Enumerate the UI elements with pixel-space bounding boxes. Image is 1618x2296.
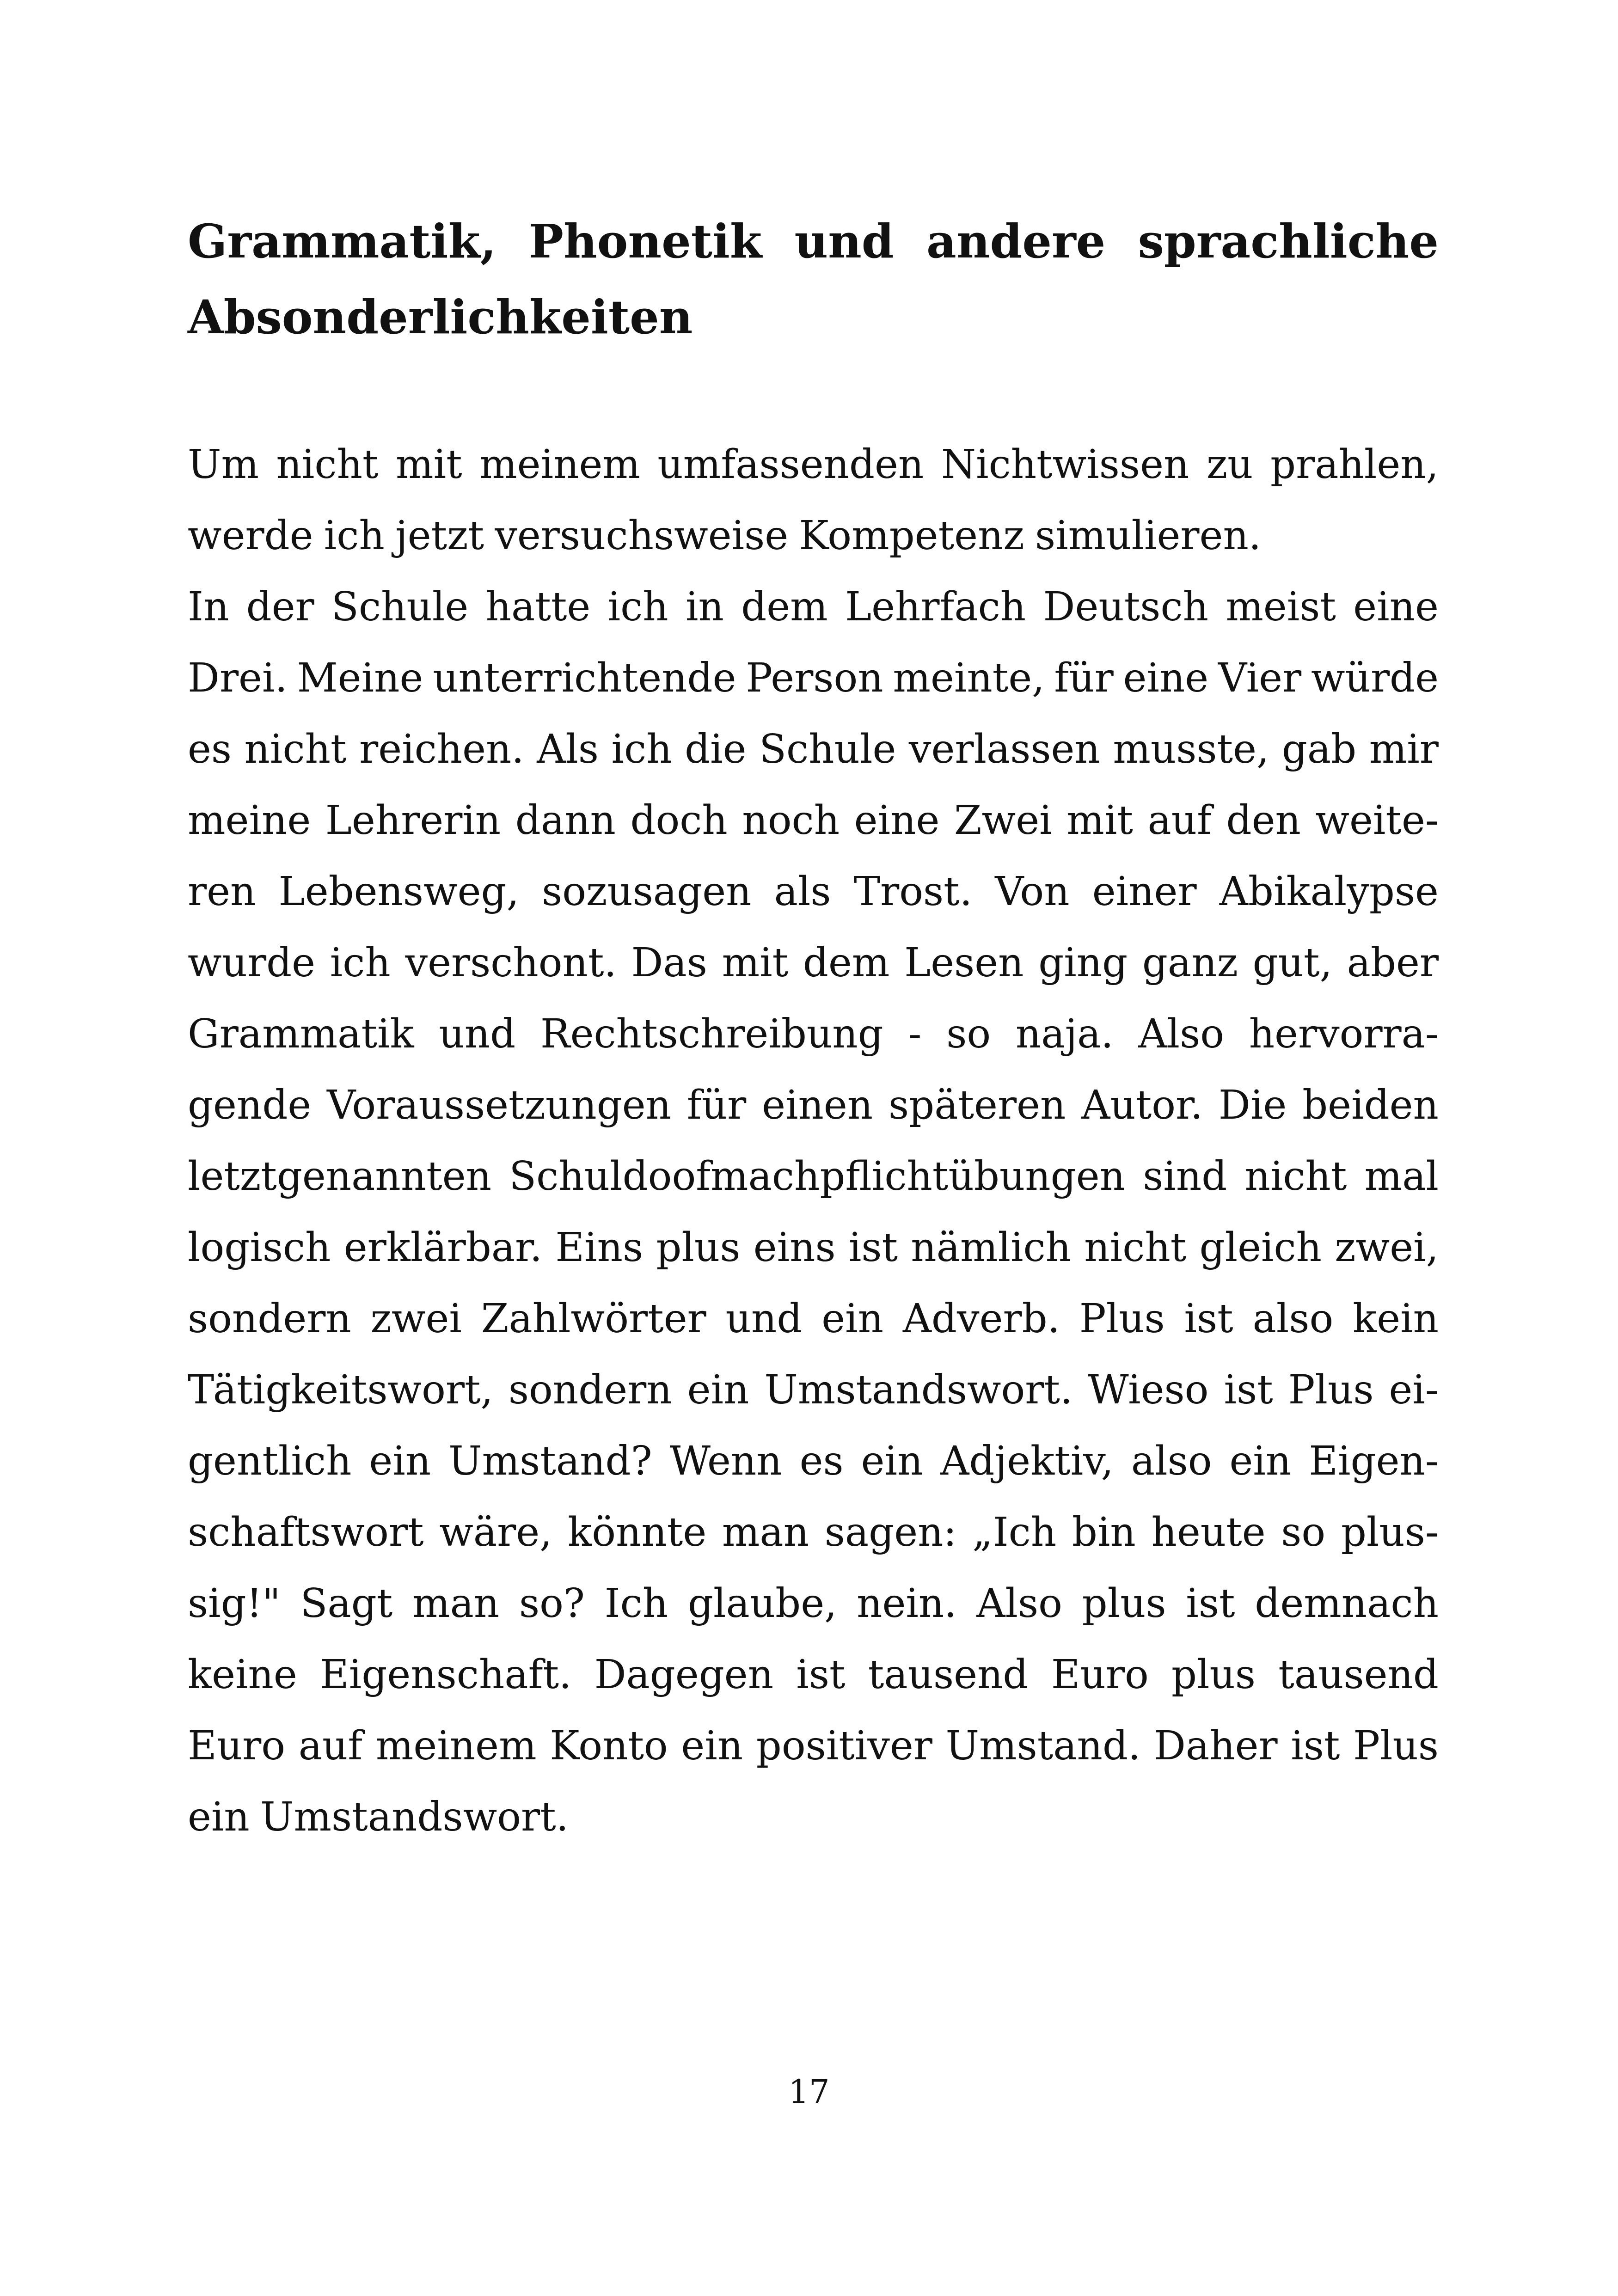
text-word: wurde [188,940,316,986]
text-word: plus [656,1225,741,1271]
text-word: Drei. [188,655,288,701]
text-word: verschont. [405,940,617,986]
text-line [188,500,1439,571]
text-word: Wenn [669,1438,782,1484]
text-word: mir [1369,726,1439,772]
text-word: erklärbar. [343,1225,543,1271]
text-word: Autor. [1081,1082,1203,1128]
text-line [188,1283,1439,1354]
text-word: dem [741,584,828,630]
text-line [188,1141,1439,1212]
text-word: gab [1281,726,1357,772]
text-word: unterrichtende [433,655,736,701]
text-word: Adjektiv, [940,1438,1114,1484]
text-word: meist [1226,584,1336,630]
text-word: Euro [188,1723,286,1769]
text-line [188,856,1439,927]
text-word: Lehrerin [325,797,501,844]
text-word: Schule [759,726,896,772]
text-word: Lesen [904,940,1024,986]
text-word: ist [796,1652,846,1698]
text-word: wäre, [439,1509,552,1555]
text-word: es [188,726,232,772]
text-word: Plus [1079,1296,1165,1342]
text-line [188,429,1439,500]
chapter-heading-line-1 [188,203,1439,279]
text-word: Eins [555,1225,644,1271]
text-word: logisch [188,1225,331,1271]
text-word: umfassenden [657,441,924,488]
text-word: nein. [857,1580,957,1627]
text-word: versuchsweise [495,513,789,559]
text-word: ein [861,1438,923,1484]
text-word: Eigen- [1309,1438,1439,1484]
text-word: also [1252,1296,1334,1342]
text-word: ei- [1389,1367,1439,1413]
text-word: Grammatik [188,1011,414,1057]
text-word: Vier [1218,655,1302,701]
text-word: Kompetenz [799,513,1024,559]
text-word: Umstandswort. [764,1367,1073,1413]
text-word: Meine [297,655,423,701]
text-word: verlassen [908,726,1100,772]
text-word: plus- [1341,1509,1439,1555]
text-word: sozusagen [542,869,752,915]
text-word: Adverb. [902,1296,1060,1342]
text-word: Schuldoofmachpflichtübungen [509,1153,1125,1200]
text-word: nicht [1084,1225,1187,1271]
text-word: ist [1224,1367,1273,1413]
text-word: für [1054,655,1114,701]
text-word: es [799,1438,844,1484]
text-word: ist [1184,1296,1233,1342]
text-line [188,1426,1439,1497]
text-word: Trost. [853,869,973,915]
text-word: Person [746,655,883,701]
text-word: demnach [1255,1580,1439,1627]
body-paragraphs [188,429,1439,1853]
text-word: gut, [1252,940,1332,986]
text-word: mal [1364,1153,1439,1200]
text-word: Voraussetzungen [327,1082,672,1128]
text-word: Sagt [300,1580,393,1627]
text-word: beiden [1302,1082,1439,1128]
text-word: ist [848,1225,898,1271]
text-word: und [725,1296,803,1342]
text-word: ein [821,1296,883,1342]
text-word: weite- [1315,797,1439,844]
text-word: werde [188,513,313,559]
text-word: sagen: [824,1509,957,1555]
text-word: man [722,1509,809,1555]
text-word: so [946,1011,991,1057]
text-word: mit [1066,797,1133,844]
text-word: sondern [188,1296,351,1342]
text-word: nicht [1244,1153,1347,1200]
text-word: Umstand. [945,1723,1141,1769]
text-line [188,714,1439,785]
text-word: Zahlwörter [481,1296,706,1342]
text-word: hervorra- [1249,1011,1439,1057]
text-word: so [1281,1509,1326,1555]
text-word: auf [1147,797,1212,844]
text-word: ist [1186,1580,1235,1627]
text-word: ich [611,726,672,772]
text-word: letztgenannten [188,1153,492,1200]
text-word: ein [188,1794,250,1840]
text-word: keine [188,1652,297,1698]
text-line [188,785,1439,856]
text-line [188,1639,1439,1710]
text-word: gentlich [188,1438,352,1484]
text-word: und [439,1011,516,1057]
text-word: „Ich [972,1509,1057,1555]
text-word: doch [630,797,728,844]
text-word: zwei, [1335,1225,1439,1271]
text-line [188,1568,1439,1639]
text-word: Rechtschreibung [540,1011,883,1057]
text-word: Also [1138,1011,1224,1057]
text-word: nicht [244,726,347,772]
text-word: meine [188,797,311,844]
text-word: zwei [370,1296,462,1342]
text-line [188,927,1439,998]
text-word: tausend [868,1652,1029,1698]
text-word: mit [722,940,789,986]
text-word: den [1226,797,1301,844]
chapter-heading [188,203,1439,355]
text-word: meinem [479,441,640,488]
text-word: Umstandswort. [260,1794,569,1840]
heading-word: andere [926,214,1106,269]
text-word: jetzt [395,513,484,559]
text-word: zu [1206,441,1253,488]
text-word: ein [1229,1438,1292,1484]
text-word: in [686,584,724,630]
text-word: tausend [1278,1652,1439,1698]
text-word: einer [1092,869,1197,915]
text-word: nämlich [911,1225,1072,1271]
text-word: simulieren. [1035,513,1262,559]
text-word: man [412,1580,500,1627]
text-word: so? [519,1580,585,1627]
text-word: Die [1218,1082,1287,1128]
text-word: ist [1291,1723,1340,1769]
text-word: Eigenschaft. [320,1652,572,1698]
text-word: auf [298,1723,363,1769]
text-word: plus [1171,1652,1256,1698]
text-word: plus [1082,1580,1166,1627]
text-line [188,1354,1439,1426]
text-word: Lebensweg, [278,869,519,915]
text-line [188,571,1439,643]
text-word: ein [687,1367,749,1413]
text-line [188,1212,1439,1283]
text-word: Wieso [1088,1367,1209,1413]
heading-word: Phonetik [528,214,762,269]
text-word: ich [607,584,668,630]
text-line [188,1070,1439,1141]
text-word: nicht [276,441,379,488]
text-word: ren [188,869,256,915]
text-word: Das [631,940,707,986]
text-word: Daher [1153,1723,1278,1769]
text-word: meinem [375,1723,537,1769]
text-word: Tätigkeitswort, [188,1367,493,1413]
text-word: Dagegen [594,1652,774,1698]
text-word: ein [681,1723,743,1769]
text-line [188,643,1439,714]
text-word: Als [537,726,599,772]
text-word: Von [995,869,1070,915]
text-word: glaube, [687,1580,837,1627]
text-word: Plus [1288,1367,1374,1413]
text-word: reichen. [359,726,524,772]
text-word: hatte [485,584,591,630]
heading-word: und [794,214,894,269]
text-word: naja. [1015,1011,1114,1057]
text-word: positiver [756,1723,932,1769]
text-word: dann [515,797,616,844]
heading-word: sprachliche [1138,214,1439,269]
text-word: ich [324,513,385,559]
text-word: noch [742,797,840,844]
text-word: gleich [1199,1225,1322,1271]
text-word: Lehrfach [845,584,1026,630]
text-word: prahlen, [1270,441,1439,488]
text-word: Ich [604,1580,668,1627]
text-word: könnte [568,1509,707,1555]
text-word: - [908,1011,922,1057]
text-word: sondern [508,1367,672,1413]
page-number: 17 [788,2073,830,2111]
text-word: sind [1143,1153,1227,1200]
text-word: ich [330,940,391,986]
text-word: eine [1123,655,1209,701]
text-word: schaftswort [188,1509,424,1555]
text-word: eine [854,797,940,844]
text-word: ein [369,1438,431,1484]
text-word: meinte, [893,655,1045,701]
text-word: In [188,584,229,630]
text-word: würde [1311,655,1439,701]
text-word: späteren [889,1082,1066,1128]
text-word: ganz [1142,940,1238,986]
text-word: Zwei [954,797,1052,844]
chapter-heading-line-2: Absonderlichkeiten [188,290,693,344]
text-line [188,1710,1439,1782]
text-word: Um [188,441,259,488]
text-word: gende [188,1082,312,1128]
text-word: der [246,584,314,630]
text-line [188,1497,1439,1568]
text-word: also [1131,1438,1212,1484]
text-word: Abikalypse [1219,869,1439,915]
text-word: eine [1353,584,1439,630]
text-word: Umstand? [448,1438,652,1484]
text-line [188,1782,1439,1853]
text-word: Plus [1353,1723,1439,1769]
text-word: mit [396,441,462,488]
text-word: die [685,726,747,772]
text-line [188,998,1439,1070]
text-word: Schule [331,584,469,630]
text-word: Nichtwissen [941,441,1189,488]
text-word: sig!" [188,1580,281,1627]
text-word: aber [1347,940,1439,986]
text-word: einen [762,1082,873,1128]
text-word: Konto [550,1723,668,1769]
text-word: Deutsch [1043,584,1208,630]
text-word: dem [803,940,890,986]
text-word: heute [1151,1509,1266,1555]
text-word: Euro [1051,1652,1149,1698]
text-word: für [686,1082,747,1128]
text-word: musste, [1113,726,1269,772]
text-word: bin [1072,1509,1136,1555]
text-word: als [774,869,831,915]
heading-word: Grammatik, [188,214,496,269]
text-word: kein [1353,1296,1439,1342]
text-word: ging [1038,940,1128,986]
text-word: Also [976,1580,1062,1627]
text-word: eins [753,1225,836,1271]
